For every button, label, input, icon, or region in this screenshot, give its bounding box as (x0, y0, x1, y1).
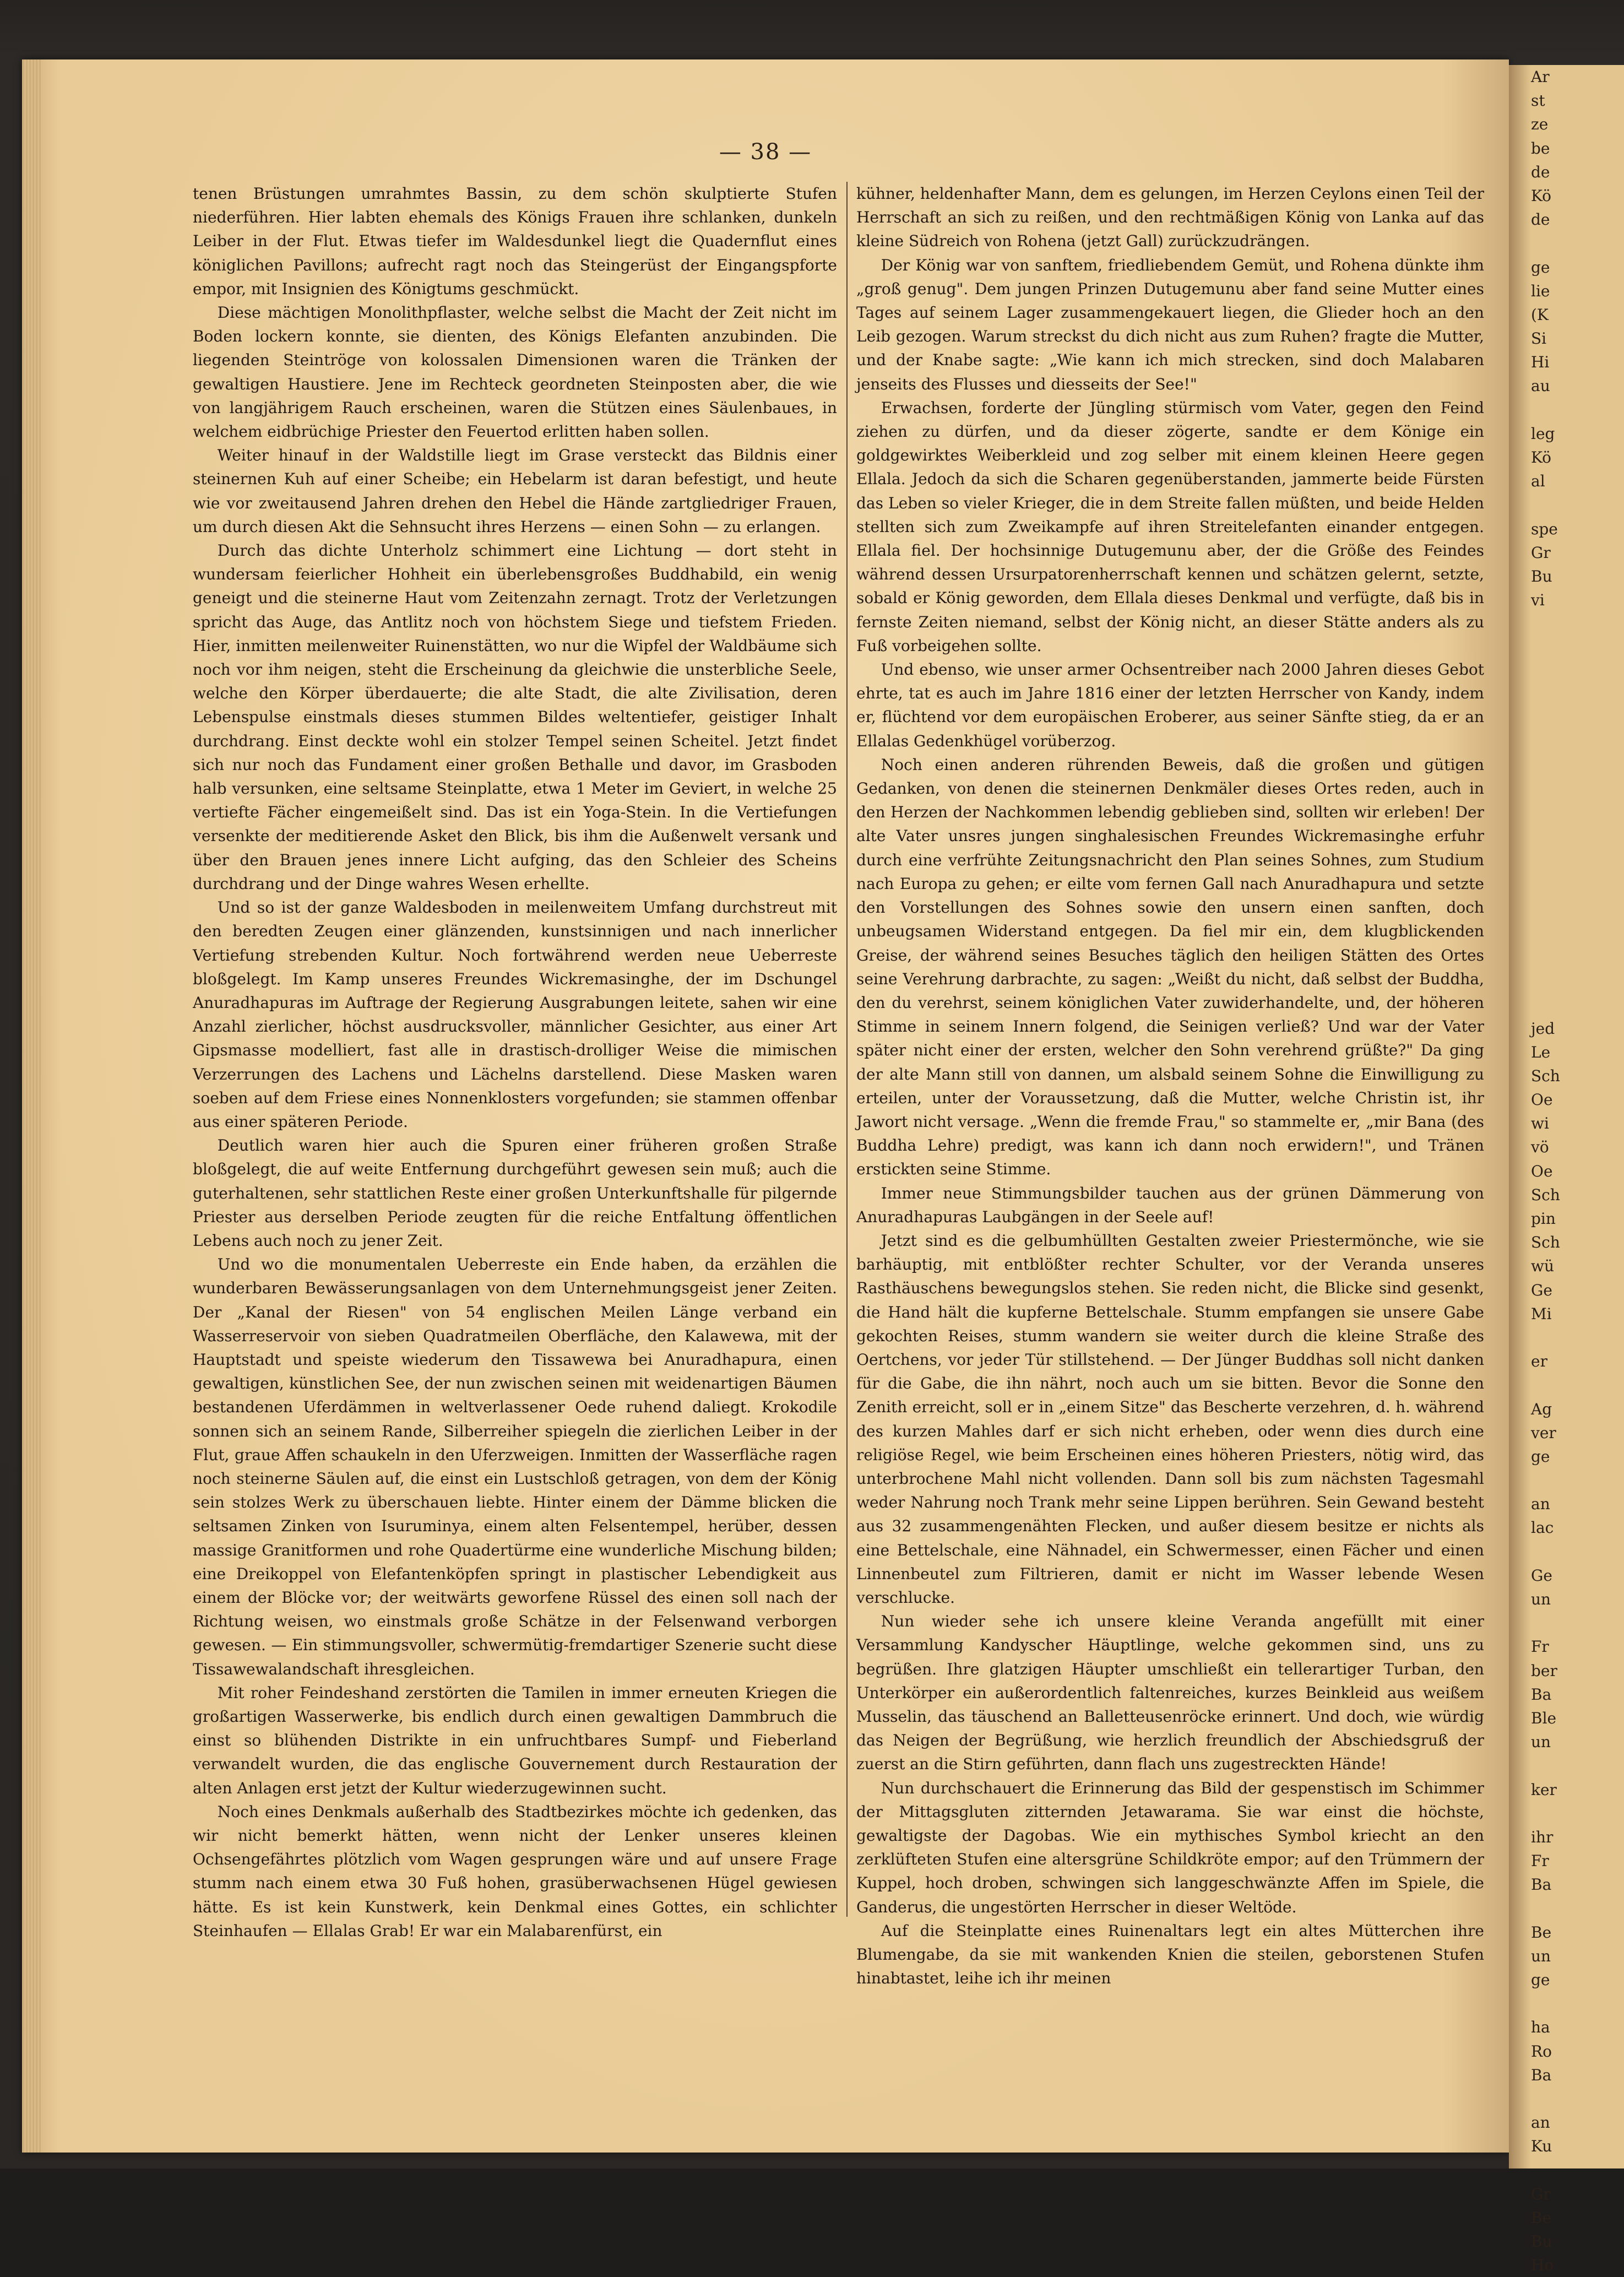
facing-page-fragment: Ba (1531, 1685, 1552, 1704)
facing-page-fragment: un (1531, 1947, 1551, 1965)
right-paragraph-10: Auf die Steinplatte eines Ruinenaltars legt ein altes Mütterchen ihre Blumengabe, da sie mit wankenden Knien die steilen, geborstenen Stufen hinabtastet, leihe ich ihr meinen (856, 1921, 1484, 1988)
left-paragraph-5: Und so ist der ganze Waldesboden in meilenweitem Umfang durchstreut mit den beredten Zeugen einer glänzenden, kunstsinnigen und nach innerlicher Vertiefung strebenden Kultur. Noch fortwährend werden neue Ueberreste bloßgelegt. Im Kamp unseres Freundes Wickremasinghe, der im Dschungel Anuradhapuras im Auftrage der Regierung Ausgrabungen leitete, sahen wir eine Anzahl zierlicher, höchst ausdrucksvoller, männlicher Gesichter, aus einer Art Gipsmasse modelliert, fast alle in drastisch-drolliger Weise die mimischen Verzerrungen des Lachens und Lächelns darstellend. Diese Masken waren soeben auf dem Friese eines Nonnenklosters vorgefunden; sie stammen offenbar aus einer späteren Periode. (193, 898, 837, 1131)
facing-page-fragment: Oe (1531, 1162, 1553, 1180)
facing-page-fragment (1531, 731, 1619, 755)
facing-page-fragment (1531, 1992, 1619, 2015)
facing-page-fragment: Gr (1531, 543, 1551, 562)
facing-page-fragment: ge (1531, 1971, 1550, 1989)
facing-page-fragment (1531, 945, 1619, 969)
facing-page-fragment (1531, 1611, 1619, 1635)
facing-page-fragment: Bu (1531, 567, 1552, 585)
facing-page-fragment: be (1531, 139, 1550, 158)
facing-page-fragment: ver (1531, 1423, 1556, 1442)
facing-page-fragment (1531, 898, 1619, 921)
facing-page-fragment: Ar (1531, 68, 1550, 86)
right-paragraph-7: Jetzt sind es die gelbumhüllten Gestalten zweier Priestermönche, wie sie barhäuptig, mit entblößter rechter Schulter, vor der Veranda unseres Rasthäuschens bewegungslos stehen. Sie reden nicht, die Blicke sind gesenkt, die Hand hält die kupferne Bettelschale. Stumm empfangen sie unsere Gabe gekochten Reises, stumm wandern sie weiter durch die kleine Straße des Oertchens, vor jeder Tür stillstehend. — Der Jünger Buddhas soll nicht danken für die Gabe, die ihn nährt, noch auch um sie bitten. Bevor die Sonne den Zenith erreicht, soll er in „einem Sitze" das Bescherte verzehren, d. h. während des kurzen Mahles darf er sich nicht erheben, oder wenn dies durch eine religiöse Regel, wie beim Erscheinen eines höheren Priesters, nötig wird, das unterbrochene Mahl nicht vollenden. Dann soll bis zum nächsten Tagesmahl weder Nahrung noch Trank mehr seine Lippen berühren. Sein Gewand besteht aus 32 zusammengenähten Flecken, und außer diesem besitze er nichts als eine Bettelschale, eine Nähnadel, ein Schwermesser, einen Fächer und einen Linnenbeutel zum Filtrieren, damit er nicht im Wasser lebende Wesen verschlucke. (856, 1231, 1484, 1607)
left-paragraph-8: Mit roher Feindeshand zerstörten die Tamilen in immer erneuten Kriegen die großartigen Wasserwerke, bis endlich durch einen gewaltigen Dammbruch die einst so blühenden Distrikte in ein unfruchtbares Sumpf- und Fieberland verwandelt wurden, die das englische Gouvernement durch Restauration der alten Anlagen erst jetzt der Kultur wiederzugewinnen sucht. (193, 1683, 837, 1797)
facing-page-fragment: Fr (1531, 1852, 1549, 1871)
facing-page-fragment: Ho (1531, 2256, 1554, 2275)
facing-page-fragment (1531, 493, 1619, 517)
facing-page-fragment: jed (1531, 1019, 1555, 1038)
right-paragraph-1: kühner, heldenhafter Mann, dem es gelungen, im Herzen Ceylons einen Teil der Herrschaft an sich zu reißen, und den rechtmäßigen König von Lanka auf das kleine Südreich von Rohena (jetzt Gall) zurückzudrängen. (856, 185, 1484, 251)
facing-page-fragment: Ble (1531, 1709, 1557, 1727)
left-paragraph-1: tenen Brüstungen umrahmtes Bassin, zu dem schön skulptierte Stufen niederführen. Hier labten ehemals des Königs Frauen ihre schlanken, dunkeln Leiber in der Flut. Etwas tiefer im Waldesdunkel liegt die Quadernflut eines königlichen Pavillons; aufrecht ragt noch das Steingerüst der Eingangspforte empor, mit Insignien des Königtums geschmückt. (193, 185, 837, 298)
facing-page-fragment (1531, 1754, 1619, 1777)
facing-page-fragment (1531, 921, 1619, 945)
facing-page-fragment (1531, 1468, 1619, 1492)
facing-page-fragment: Oe (1531, 1091, 1553, 1109)
facing-page-fragment: au (1531, 377, 1550, 395)
left-paragraph-6: Deutlich waren hier auch die Spuren einer früheren großen Straße bloßgelegt, die auf weite Entfernung durchgeführt gewesen sein muß; auch die guterhaltenen, sehr stattlichen Reste einer großen Unterkunftshalle für pilgernde Priester aus derselben Periode zeugten für die reiche Entfaltung öffentlichen Lebens auch noch zu jener Zeit. (193, 1136, 837, 1250)
facing-page-fragment (1531, 707, 1619, 731)
facing-page-fragment: Ge (1531, 1281, 1552, 1299)
facing-page-fragment: ber (1531, 1661, 1557, 1680)
facing-page-fragment: ha (1531, 2018, 1550, 2037)
facing-page-fragment: ge (1531, 258, 1550, 277)
facing-page-fragment: vi (1531, 591, 1545, 610)
facing-page-fragment (1531, 231, 1619, 255)
facing-page-fragment: Sch (1531, 1066, 1560, 1085)
facing-page-fragment (1531, 993, 1619, 1016)
facing-page-fragment: ihr (1531, 1828, 1554, 1846)
right-paragraph-9: Nun durchschauert die Erinnerung das Bild der gespenstisch im Schimmer der Mittagsgluten zitternden Jetawarama. Sie war einst die höchste, gewaltigste der Dagobas. Wie ein mythisches Symbol kriecht an den zerklüfteten Stufen eine altersgrüne Schildkröte empor; auf den Trümmern der Kuppel, hoch droben, schwingen sich langgeschwänzte Affen im Spiele, die Ganderus, die ungestörten Herrscher in dieser Weltöde. (856, 1779, 1484, 1916)
right-paragraph-5: Noch einen anderen rührenden Beweis, daß die großen und gütigen Gedanken, von denen die steinernen Denkmäler dieses Ortes reden, auch in den Herzen der Nachkommen lebendig geblieben sind, sollten wir erleben! Der alte Vater unsres jungen singhalesischen Freundes Wickremasinghe erfuhr durch eine verfrühte Zeitungsnachricht den Plan seines Sohnes, zum Studium nach Europa zu gehen; er eilte vom fernen Gall nach Anuradhapura und setzte den Vorstellungen des Sohnes sowie den unsern einen sanften, doch unbeugsamen Widerstand entgegen. Da fiel mir ein, dem klugblickenden Greise, der während seines Besuches täglich den heiligen Stätten des Ortes seine Verehrung darbrachte, zu sagen: „Weißt du nicht, daß selbst der Buddha, den du verehrst, seinem königlichen Vater zuwiderhandelte, und, der höheren Stimme in seinem Innern folgend, die Seinigen verließ? Und war der Vater später nicht einer der ersten, welcher den Sohn verehrend grüßte?" Da ging der alte Mann still von dannen, um alsbald seinem Sohne die Einwilligung zu erteilen, unter der Voraussetzung, daß die Mutter, welche Christin ist, ihr Jawort nicht versage. „Wenn die fremde Frau," so stammelte er, „mir Bana (des Buddha Lehre) predigt, was kann ich dann noch erwidern!", und Tränen erstickten seine Stimme. (856, 755, 1484, 1179)
facing-page-fragment: Le (1531, 1043, 1551, 1061)
facing-page-fragment (1531, 803, 1619, 826)
facing-page-fragment: Mi (1531, 1304, 1552, 1323)
facing-page-fragment (1531, 874, 1619, 897)
facing-page-edge (1509, 65, 1624, 2275)
facing-page-fragment: (K (1531, 305, 1549, 324)
facing-page-fragment: Ag (1531, 1400, 1552, 1418)
facing-page-fragment: Be (1531, 2208, 1552, 2227)
facing-page-fragment (1531, 969, 1619, 993)
facing-page-fragment: Gr (1531, 2184, 1551, 2203)
facing-page-fragment: ze (1531, 115, 1549, 134)
facing-page-fragment: wi (1531, 1114, 1549, 1133)
facing-page-fragment: Sch (1531, 1185, 1560, 1204)
facing-page-fragment (1531, 684, 1619, 707)
facing-page-fragment: al (1531, 472, 1545, 491)
left-paragraph-9: Noch eines Denkmals außerhalb des Stadtbezirkes möchte ich gedenken, das wir nicht bemerkt hätten, wenn nicht der Lenker unseres kleinen Ochsengefährtes plötzlich vom Wagen gesprungen wäre und auf unsere Frage stumm nach einem etwa 30 Fuß hohen, grasüberwachsenen Hügel gewiesen hätte. Es ist kein Kunstwerk, kein Denkmal eines Gottes, ein schlichter Steinhaufen — Ellalas Grab! Er war ein Malabarenfürst, ein (193, 1802, 837, 1940)
facing-page-fragment (1531, 612, 1619, 636)
facing-page-fragment: st (1531, 91, 1545, 110)
facing-page-fragment: Ro (1531, 2042, 1552, 2061)
page-number: — 38 — (719, 139, 812, 165)
facing-page-fragment: vö (1531, 1138, 1549, 1157)
facing-page-fragment: an (1531, 2113, 1550, 2132)
right-paragraph-8: Nun wieder sehe ich unsere kleine Veranda angefüllt mit einer Versammlung Kandyscher Häuptlinge, welche gekommen sind, uns zu begrüßen. Ihre glatzigen Häupter umschließt ein tellerartiger Turban, den Unterkörper ein außerordentlich faltenreiches, kurzes Beinkleid aus weißem Musselin, das täuschend an Balletteusenröcke erinnert. Und doch, wie würdig das Neigen der Begrüßung, wie herzlich freundlich der Abschiedsgruß der zuerst an die Stirn geführten, dann flach uns zugestreckten Hände! (856, 1612, 1484, 1774)
facing-page-fragment: Hi (1531, 353, 1550, 372)
left-column (193, 182, 837, 1940)
facing-page-fragment: ker (1531, 1780, 1557, 1799)
facing-page-fragment (1531, 636, 1619, 660)
right-paragraph-6: Immer neue Stimmungsbilder tauchen aus der grünen Dämmerung von Anuradhapuras Laubgängen in der Seele auf! (856, 1184, 1484, 1226)
facing-page-fragment (1531, 2159, 1619, 2182)
facing-page-fragment: Bu (1531, 2232, 1552, 2251)
facing-page-fragment: an (1531, 1495, 1550, 1514)
facing-page-fragment (1531, 1802, 1619, 1825)
facing-page-fragment (1531, 755, 1619, 778)
left-paragraph-4: Durch das dichte Unterholz schimmert eine Lichtung — dort steht in wundersam feierlicher Hohheit ein überlebensgroßes Buddhabild, ein wenig geneigt und die steinerne Haut vom Zeitenzahn zernagt. Trotz der Verletzungen spricht das Auge, das Antlitz noch von höchstem Siege und tiefstem Frieden. Hier, inmitten meilenweiter Ruinenstätten, wo nur die Wipfel der Waldbäume sich noch vor ihm neigen, steht die Erscheinung da gleichwie die unsterbliche Seele, welche den Körper überdauerte; die alte Stadt, die alte Zivilisation, deren Lebenspulse einstmals dieses stummen Bildes weltentiefer, geistiger Inhalt durchdrang. Einst deckte wohl ein stolzer Tempel seinen Scheitel. Jetzt findet sich nur noch das Fundament einer großen Bethalle und davor, im Grasboden halb versunken, eine seltsame Steinplatte, etwa 1 Meter im Geviert, in welche 25 vertiefte Fächer eingemeißelt sind. Das ist ein Yoga-Stein. In die Vertiefungen versenkte der meditierende Asket den Blick, bis ihm die Außenwelt versank und über den Brauen jenes innere Licht aufging, das den Schleier des Scheins durchdrang und der Dinge wahres Wesen erhellte. (193, 541, 837, 893)
page-stack-edge (22, 59, 42, 2153)
facing-page-fragment: Be (1531, 1923, 1552, 1942)
book-page (22, 59, 1509, 2153)
facing-page-fragment: de (1531, 210, 1550, 229)
facing-page-fragment: lie (1531, 281, 1550, 300)
facing-page-fragment: spe (1531, 519, 1558, 538)
left-paragraph-7: Und wo die monumentalen Ueberreste ein Ende haben, da erzählen die wunderbaren Bewässerungsanlagen von dem Unternehmungsgeist jener Zeiten. Der „Kanal der Riesen" von 54 englischen Meilen Länge verband ein Wasserreservoir von sieben Quadratmeilen Oberfläche, den Kalawewa, mit der Hauptstadt und speiste wiederum den Tissawewa bei Anuradhapura, einen gewaltigen, künstlichen See, der nun zwischen seinen mit weidenartigen Bäumen bestandenen Uferdämmen in weltverlassener Oede ruhend daliegt. Krokodile sonnen sich an seinem Rande, Silberreiher spiegeln die zierlichen Leiber in der Flut, graue Affen schaukeln in den Uferzweigen. Inmitten der Wasserfläche ragen noch steinerne Säulen auf, die einst ein Lustschloß getragen, von dem der König sein stolzes Werk zu überschauen liebte. Hinter einem der Dämme blicken die seltsamen Zinken von Isuruminya, einem alten Felsentempel, herüber, dessen massige Granitformen und rohe Quadertürme eine wunderliche Mischung bilden; eine Dreikoppel von Elefantenköpfen springt in plastischer Lebendigkeit aus einem der Blöcke vor; der weitwärts geworfene Rüssel des einen soll nach der Richtung weisen, wo einstmals große Schätze in der Felsenwand verborgen gewesen. — Ein stimmungsvoller, schwermütig-fremdartiger Szenerie sucht diese Tissawewalandschaft ihresgleichen. (193, 1255, 837, 1678)
right-paragraph-4: Und ebenso, wie unser armer Ochsentreiber nach 2000 Jahren dieses Gebot ehrte, tat es auch im Jahre 1816 einer der letzten Herrscher von Kandy, indem er, flüchtend vor dem europäischen Eroberer, aus seiner Sänfte stieg, da er an Ellalas Gedenkhügel vorüberzog. (856, 660, 1484, 750)
facing-page-fragment: un (1531, 1733, 1551, 1752)
facing-page-fragment: Ku (1531, 2137, 1552, 2156)
facing-page-fragment: pin (1531, 1210, 1556, 1228)
facing-page-fragment (1531, 1326, 1619, 1349)
facing-page-fragment: Kö (1531, 448, 1552, 467)
facing-page-fragment: Ba (1531, 2065, 1552, 2084)
facing-page-fragment (1531, 1540, 1619, 1564)
facing-page-fragment: un (1531, 1590, 1551, 1608)
facing-page-fragment: wü (1531, 1257, 1554, 1276)
right-column (856, 182, 1484, 1988)
right-paragraph-2: Der König war von sanftem, friedliebendem Gemüt, und Rohena dünkte ihm „groß genug". Dem jungen Prinzen Dutugemunu aber fand seine Mutter eines Tages auf seinem Lager zusammengekauert liegen, die Glieder hoch an den Leib gezogen. Warum streckst du dich nicht aus zum Ruhen? fragte die Mutter, und der Knabe sagte: „Wie kann ich mich strecken, sind doch Malabaren jenseits des Flusses und diesseits der See!" (856, 256, 1484, 393)
right-paragraph-3: Erwachsen, forderte der Jüngling stürmisch vom Vater, gegen den Feind ziehen zu dürfen, und da dieser zögerte, sandte er dem Könige ein goldgewirktes Weiberkleid und zog selber mit einem kleinen Heere gegen Ellala. Jedoch da sich die Scharen gegenüberstanden, jammerte beide Fürsten das Leben so vieler Krieger, die in dem Streite fallen müßten, und beide Helden stellten sich zum Zweikampfe auf ihren Streitelefanten einander entgegen. Ellala fiel. Der hochsinnige Dutugemunu aber, der die Größe des Feindes während dessen Ursurpatorenherrschaft kennen und schätzen gelernt, setzte, sobald er König geworden, dem Ellala dieses Denkmal und verfügte, daß bis in fernste Zeiten niemand, selbst der König nicht, an dieser Stätte anders als zu Fuß vorbeigehen sollte. (856, 398, 1484, 655)
facing-page-fragment: ge (1531, 1447, 1550, 1466)
left-paragraph-3: Weiter hinauf in der Waldstille liegt im Grase versteckt das Bildnis einer steinernen Kuh auf einer Scheibe; ein Hebelarm ist daran befestigt, und heute wie vor zweitausend Jahren drehen den Hebel die Hände zartgliedriger Frauen, um durch diesen Akt die Sehnsucht ihres Herzens — einen Sohn — zu erlangen. (193, 446, 837, 536)
facing-page-fragment: er (1531, 1352, 1547, 1371)
facing-page-fragment: de (1531, 162, 1550, 181)
facing-page-fragment: Ba (1531, 1875, 1552, 1894)
facing-page-fragment: Ge (1531, 1566, 1552, 1585)
facing-page-fragment (1531, 779, 1619, 803)
facing-page-fragment (1531, 2087, 1619, 2111)
facing-page-fragment (1531, 850, 1619, 874)
facing-page-fragment: leg (1531, 424, 1555, 443)
facing-page-fragment (1531, 398, 1619, 422)
facing-page-fragment (1531, 826, 1619, 850)
facing-page-fragment: Si (1531, 329, 1547, 348)
facing-page-fragment (1531, 1896, 1619, 1920)
column-divider (846, 182, 848, 1917)
facing-page-text-fragments (1531, 65, 1619, 2277)
facing-page-fragment: Sch (1531, 1233, 1560, 1252)
facing-page-fragment (1531, 1373, 1619, 1397)
facing-page-fragment: lac (1531, 1519, 1554, 1537)
facing-page-fragment (1531, 660, 1619, 684)
facing-page-fragment: Fr (1531, 1638, 1549, 1656)
facing-page-fragment: Kö (1531, 186, 1552, 205)
left-paragraph-2: Diese mächtigen Monolithpflaster, welche selbst die Macht der Zeit nicht im Boden lockern konnte, sie dienten, des Königs Elefanten anzubinden. Die liegenden Steintröge von kolossalen Dimensionen waren die Tränken der gewaltigen Haustiere. Jene im Rechteck geordneten Steinposten aber, die wie von langjährigem Rauch erscheinen, waren die Stützen eines Säulenbaues, in welchem eidbrüchige Priester den Feuertod erlitten haben sollen. (193, 303, 837, 441)
